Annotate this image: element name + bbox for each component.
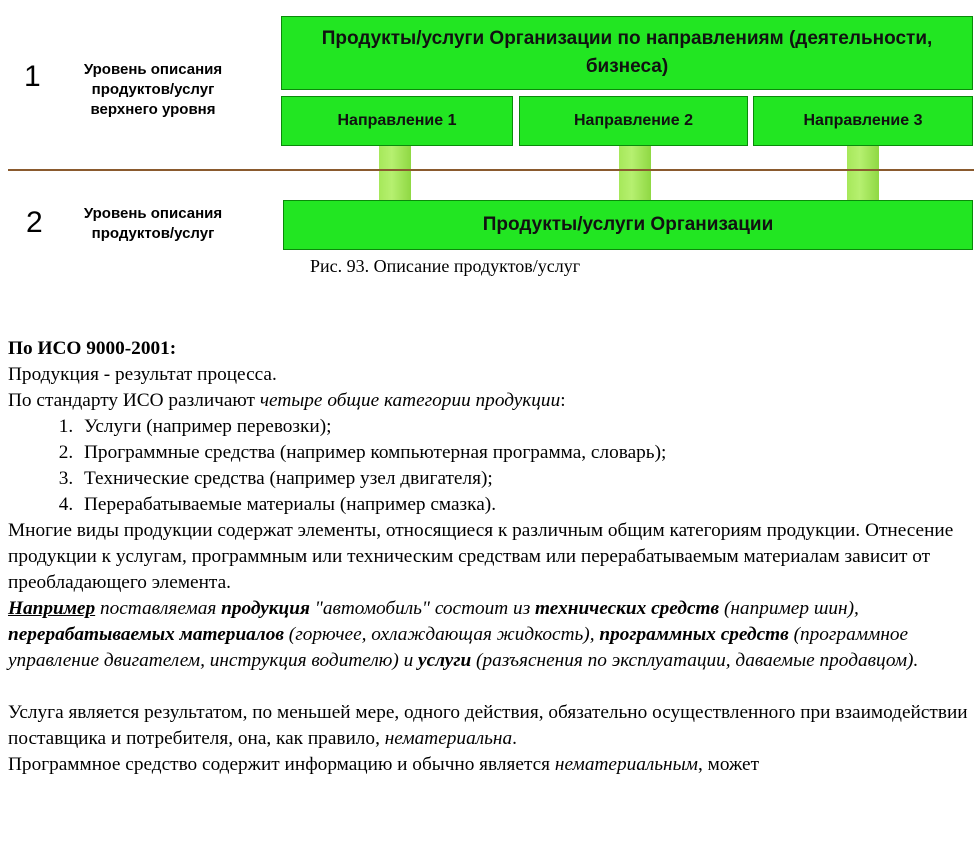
direction-1-box: Направление 1 — [281, 96, 513, 146]
level1-label: Уровень описания продуктов/услуг верхнего уровня — [83, 61, 223, 118]
list-item: 2. Программные средства (например компьютерная программа, словарь); — [78, 440, 976, 466]
categories-intro: По стандарту ИСО различают четыре общие категории продукции: — [8, 390, 566, 411]
paragraph-mixed-products: Многие виды продукции содержат элементы, относящиеся к различным общим категориям продукции. Отнесение продукции к услугам, программным или техническим средствам или перерабатываемым материалам зависит от преобладающего элемента. — [8, 520, 954, 593]
service-paragraph: Услуга является результатом, по меньшей мере, одного действия, обязательно осуществленного при взаимодействии поставщика и потребителя, она, как правило, нематериальна. — [8, 702, 968, 749]
bottom-products-box: Продукты/услуги Организации — [283, 200, 973, 250]
connector-2 — [619, 146, 651, 200]
categories-list — [8, 414, 976, 518]
connector-3 — [847, 146, 879, 200]
top-products-box: Продукты/услуги Организации по направлениям (деятельности, бизнеса) — [281, 16, 973, 90]
figure-caption: Рис. 93. Описание продуктов/услуг — [310, 256, 581, 276]
level2-number: 2 — [26, 206, 43, 239]
direction-2-box: Направление 2 — [519, 96, 748, 146]
example-paragraph: Например поставляемая продукция "автомобиль" состоит из технических средств (например шин), перерабатываемых материалов (горючее, охлаждающая жидкость), программных средств (программное управление двигателем, инструкция водителю) и услуги (разъяснения по эксплуатации, даваемые продавцом). — [8, 598, 919, 671]
level2-label: Уровень описания продуктов/услуг — [83, 205, 223, 242]
software-paragraph: Программное средство содержит информацию и обычно является нематериальным, может — [8, 754, 760, 775]
direction-3-box: Направление 3 — [753, 96, 973, 146]
document-body — [8, 336, 976, 778]
list-item: 1. Услуги (например перевозки); — [78, 414, 976, 440]
level1-number: 1 — [24, 60, 41, 93]
level-divider — [8, 169, 974, 171]
connector-1 — [379, 146, 411, 200]
section-heading: По ИСО 9000-2001: — [8, 338, 177, 359]
list-item: 3. Технические средства (например узел двигателя); — [78, 466, 976, 492]
products-diagram — [0, 0, 979, 290]
definition-line: Продукция - результат процесса. — [8, 364, 277, 385]
list-item: 4. Перерабатываемые материалы (например смазка). — [78, 492, 976, 518]
